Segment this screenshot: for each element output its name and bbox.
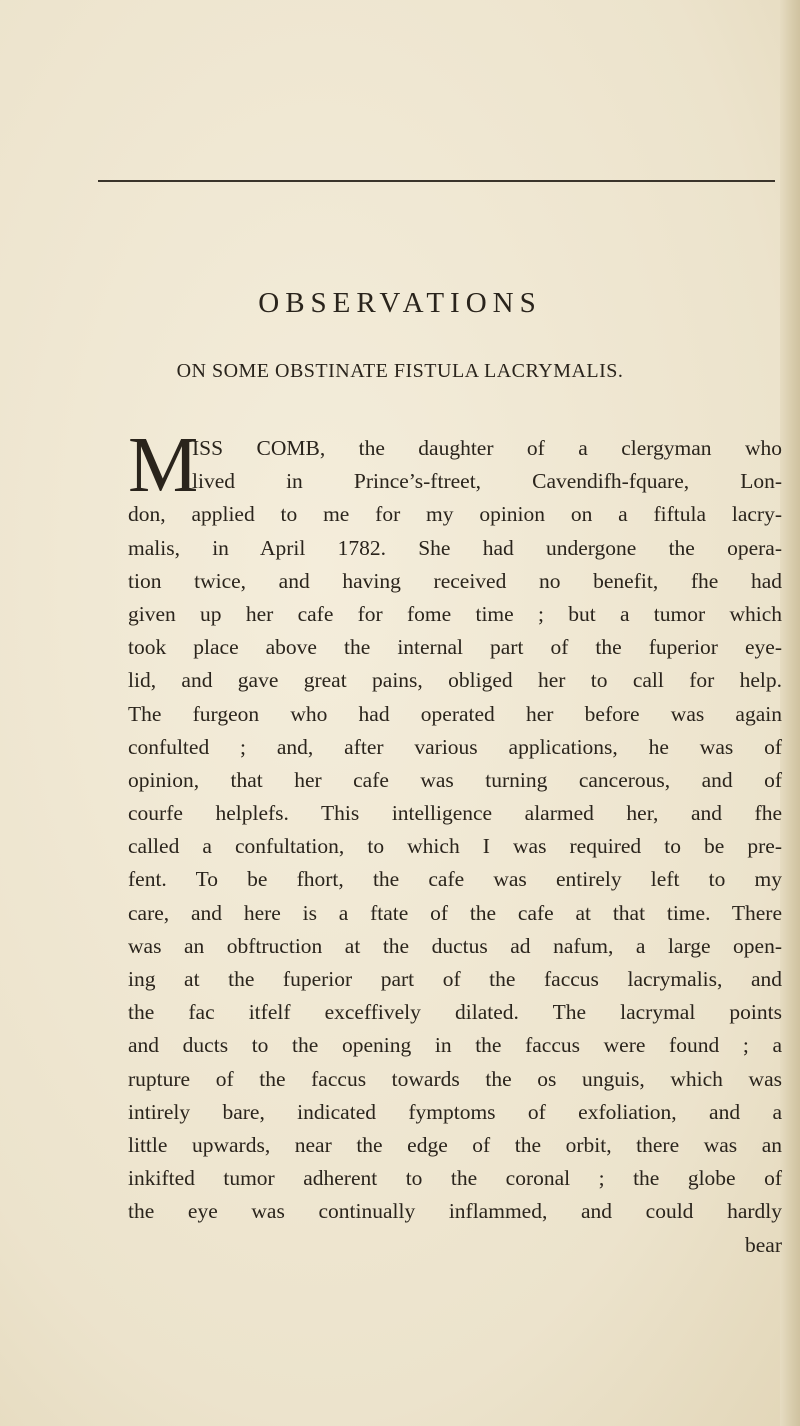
text-line: malis, in April 1782. She had undergone the opera- (128, 535, 782, 560)
text-line: given up her cafe for fome time ; but a tumor which (128, 601, 782, 626)
text-line: and ducts to the opening in the faccus were found ; a (128, 1033, 782, 1058)
text-line: ISS COMB, the daughter of a clergyman who (192, 436, 782, 460)
text-line: inkifted tumor adherent to the coronal ; the globe of (128, 1166, 782, 1191)
page-title: OBSERVATIONS (258, 287, 542, 319)
text-line: the eye was continually inflammed, and could hardly (128, 1199, 782, 1224)
opening-lines (192, 432, 782, 498)
text-line: lived in Prince’s-ftreet, Cavendifh-fquare, Lon- (192, 469, 782, 494)
text-line: confulted ; and, after various applications, he was of (128, 734, 782, 759)
text-line: opinion, that her cafe was turning cancerous, and of (128, 767, 782, 792)
text-line: rupture of the faccus towards the os unguis, which was (128, 1066, 782, 1091)
text-line: called a confultation, to which I was required to be pre- (128, 834, 782, 859)
drop-cap: M (128, 422, 199, 509)
text-line: courfe helplefs. This intelligence alarmed her, and fhe (128, 801, 782, 826)
text-line: fent. To be fhort, the cafe was entirely left to my (128, 867, 782, 892)
text-line: The furgeon who had operated her before was again (128, 701, 782, 726)
body-text (128, 498, 782, 1261)
text-line: was an obftruction at the ductus ad nafum, a large open- (128, 933, 782, 958)
text-line: tion twice, and having received no benefit, fhe had (128, 568, 782, 593)
text-line: the fac itfelf exceffively dilated. The lacrymal points (128, 1000, 782, 1025)
page-subtitle: ON SOME OBSTINATE FISTULA LACRYMALIS. (176, 360, 624, 382)
catchword: bear (745, 1232, 782, 1257)
text-line: care, and here is a ftate of the cafe at that time. There (128, 900, 782, 925)
text-line: took place above the internal part of the fuperior eye- (128, 635, 782, 660)
text-line: don, applied to me for my opinion on a fiftula lacry- (128, 502, 782, 527)
text-line: little upwards, near the edge of the orbit, there was an (128, 1132, 782, 1157)
header-rule (98, 180, 775, 182)
text-line: lid, and gave great pains, obliged her to call for help. (128, 668, 782, 693)
text-line: intirely bare, indicated fymptoms of exfoliation, and a (128, 1099, 782, 1124)
page-edge-shadow (780, 0, 800, 1426)
text-line: ing at the fuperior part of the faccus lacrymalis, and (128, 967, 782, 992)
